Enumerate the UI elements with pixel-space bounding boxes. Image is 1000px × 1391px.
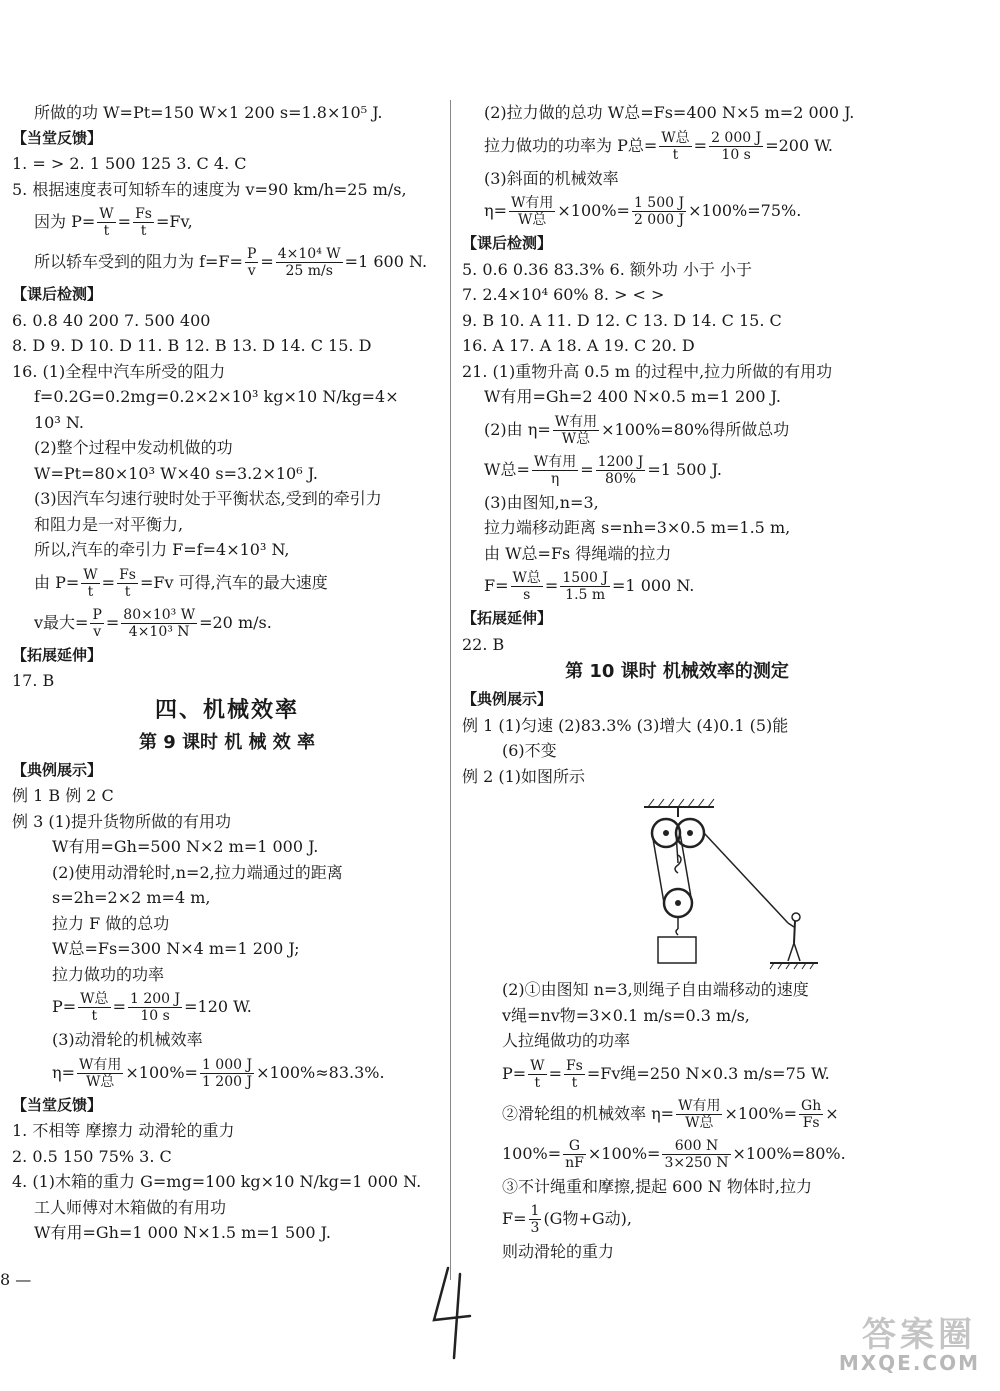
formula-line <box>462 1094 892 1134</box>
text-line: 拉力 F 做的总功 <box>52 913 170 933</box>
formula-line: F= $\frac{\text{W总}}{s}$ = $\frac{1500 J}{1.5 m}$ =1 000 N. <box>484 570 695 603</box>
text: v最大= <box>34 612 89 632</box>
fraction: $\frac{W}{t}$ <box>530 1057 545 1091</box>
text: η= <box>52 1062 75 1082</box>
section-heading: 【典例展示】 <box>462 690 553 708</box>
fraction: $\frac{P}{v}$ <box>92 606 102 640</box>
fraction: $\frac{P}{v}$ <box>246 246 257 279</box>
text: =1 500 J. <box>647 459 722 479</box>
section-heading: 【当堂反馈】 <box>12 1095 103 1114</box>
text-line: (2)整个过程中发动机做的功 <box>34 438 233 457</box>
chapter-title: 四、机械效率 <box>154 697 299 723</box>
answer-line: 8. D 9. D 10. D 11. B 12. B 13. D 14. C 15. D <box>12 336 372 355</box>
fraction: $\frac{\text{W总}}{t}$ <box>661 129 690 163</box>
section-heading: 【当堂反馈】 <box>12 128 103 147</box>
formula-line: 因为 P= $\frac{W}{t}$ = $\frac{Fs}{t}$ =Fv, <box>34 206 193 239</box>
text: =200 W. <box>765 135 833 155</box>
text: (G物+G动), <box>543 1209 632 1228</box>
text-line: ③不计绳重和摩擦,提起 600 N 物体时,拉力 <box>502 1176 812 1196</box>
fraction: $\frac{\text{W有用}}{\eta}$ <box>533 453 577 487</box>
text: =1 000 N. <box>612 576 695 595</box>
text-line: 由 W总=Fs 得绳端的拉力 <box>484 543 672 563</box>
text-line: (2)①由图知 n=3,则绳子自由端移动的速度 <box>502 980 809 999</box>
lesson-title: 第 10 课时 机械效率的测定 <box>565 661 789 682</box>
text: 拉力做功的功率为 P总= <box>484 135 658 155</box>
fraction: $\frac{1200 J}{80\%}$ <box>597 453 644 487</box>
answer-line: 9. B 10. A 11. D 12. C 13. D 14. C 15. C <box>462 310 782 330</box>
fraction: $\frac{\text{W总}}{t}$ <box>80 991 109 1024</box>
pulley-diagram <box>632 793 832 973</box>
text: (2)由 η= <box>484 419 551 439</box>
text-line: 工人师傅对木箱做的有用功 <box>34 1197 227 1217</box>
formula-line <box>462 410 892 450</box>
fraction: $\frac{\text{4×10⁴ W}}{25 m/s}$ <box>277 246 341 279</box>
answer-line: 例 1 (1)匀速 (2)83.3% (3)增大 (4)0.1 (5)能 <box>462 715 789 735</box>
text: ×100%=75%. <box>688 201 802 220</box>
fraction: $\frac{\text{W有用}}{\text{W总}}$ <box>678 1097 721 1131</box>
fraction: $\frac{\text{W有用}}{\text{W总}}$ <box>554 413 598 447</box>
answer-line: 22. B <box>462 634 505 654</box>
text-line: (2)拉力做的总功 W总=Fs=400 N×5 m=2 000 J. <box>484 103 855 122</box>
answer-line: 21. (1)重物升高 0.5 m 的过程中,拉力所做的有用功 <box>462 361 833 381</box>
fraction: $\frac{1 500 J}{2 000 J}$ <box>633 195 685 228</box>
answer-line: 例 2 (1)如图所示 <box>462 766 586 786</box>
fraction: $\frac{Fs}{t}$ <box>565 1057 583 1091</box>
text: ×100%=80%. <box>732 1143 846 1163</box>
answer-line: 例 3 (1)提升货物所做的有用功 <box>12 811 232 831</box>
answer-line: 17. B <box>12 671 55 690</box>
fraction: $\frac{1 200 J}{10 s}$ <box>129 991 181 1024</box>
text: ×100%= <box>125 1062 198 1082</box>
section-heading: 【拓展延伸】 <box>12 645 103 664</box>
text: =20 m/s. <box>199 612 272 632</box>
text: 因为 P= <box>34 212 96 231</box>
section-heading: 【典例展示】 <box>12 760 103 779</box>
text: × <box>825 1103 839 1123</box>
text-line: 所以,汽车的牵引力 F=f=4×10³ N, <box>34 540 290 559</box>
answer-line: 5. 0.6 0.36 83.3% 6. 额外功 小于 小于 <box>462 259 753 279</box>
text-line: W有用=Gh=1 000 N×1.5 m=1 500 J. <box>34 1223 331 1242</box>
answer-line: 4. (1)木箱的重力 G=mg=100 kg×10 N/kg=1 000 N. <box>12 1172 422 1191</box>
text: ×100%= <box>557 201 630 220</box>
text: P= <box>52 997 77 1016</box>
text-line: 则动滑轮的重力 <box>502 1242 615 1261</box>
formula-line <box>462 191 892 231</box>
left-column <box>12 100 442 1246</box>
text-line: W有用=Gh=500 N×2 m=1 000 J. <box>52 837 319 856</box>
fraction: $\frac{\text{W总}}{s}$ <box>512 570 541 603</box>
text: F= <box>502 1209 527 1228</box>
text: =120 W. <box>184 997 252 1016</box>
fraction: $\frac{W}{t}$ <box>99 206 114 239</box>
text-line: W总=Fs=300 N×4 m=1 200 J; <box>52 939 300 958</box>
answer-line: 16. (1)全程中汽车所受的阻力 <box>12 361 226 381</box>
text-line: 所做的功 W=Pt=150 W×1 200 s=1.8×10⁵ J. <box>34 103 383 122</box>
right-column <box>462 100 892 1265</box>
answer-line: 2. 0.5 150 75% 3. C <box>12 1146 172 1166</box>
watermark-url: MXQE.COM <box>838 1351 980 1375</box>
watermark <box>816 1305 986 1379</box>
answer-line: 5. 根据速度表可知轿车的速度为 v=90 km/h=25 m/s, <box>12 179 407 199</box>
fraction: $\frac{2 000 J}{10 s}$ <box>711 129 762 163</box>
answer-line: 1. 不相等 摩擦力 动滑轮的重力 <box>12 1121 235 1140</box>
text-line: (3)斜面的机械效率 <box>484 168 619 188</box>
text: =1 600 N. <box>344 252 428 271</box>
text-line: 拉力做功的功率 <box>52 964 165 984</box>
fraction: $\frac{\text{W有用}}{\text{W总}}$ <box>79 1056 122 1090</box>
watermark-logo: 答案圈 <box>862 1315 976 1355</box>
text: =Fv, <box>155 212 193 231</box>
text: =Fv绳=250 N×0.3 m/s=75 W. <box>586 1063 830 1083</box>
text-line: 人拉绳做功的功率 <box>502 1031 631 1050</box>
text: P= <box>502 1063 527 1083</box>
fraction: $\frac{Fs}{t}$ <box>119 566 136 600</box>
text: 所以轿车受到的阻力为 f=F= <box>34 252 243 271</box>
section-heading: 【课后检测】 <box>462 234 553 252</box>
text-line: W=Pt=80×10³ W×40 s=3.2×10⁶ J. <box>34 463 318 483</box>
fraction: $\frac{1}{3}$ <box>530 1203 540 1236</box>
text-line: (3)由图知,n=3, <box>484 492 599 512</box>
text-line: s=2h=2×2 m=4 m, <box>52 888 211 907</box>
column-divider <box>450 100 451 1280</box>
formula-line: 由 P= $\frac{W}{t}$ = $\frac{Fs}{t}$ =Fv 可得,汽车的最大速度 <box>34 566 328 600</box>
formula-line: W总= $\frac{\text{W有用}}{\eta}$ = $\frac{1200 J}{80\%}$ =1 500 J. <box>484 453 722 487</box>
formula-line: P= $\frac{\text{W总}}{t}$ = $\frac{1 200 J}{10 s}$ =120 W. <box>52 991 252 1024</box>
formula-line <box>462 1199 892 1239</box>
formula-line: P= $\frac{W}{t}$ = $\frac{Fs}{t}$ =Fv绳=250 N×0.3 m/s=75 W. <box>502 1057 830 1091</box>
text-line: W有用=Gh=2 400 N×0.5 m=1 200 J. <box>484 387 781 406</box>
formula-line: 所以轿车受到的阻力为 f=F= $\frac{P}{v}$ = $\frac{\text{4×10⁴ W}}{25 m/s}$ =1 600 N. <box>34 246 428 279</box>
text-line: 拉力端移动距离 s=nh=3×0.5 m=1.5 m, <box>484 518 791 537</box>
fraction: $\frac{G}{nF}$ <box>565 1137 584 1171</box>
text-line: f=0.2G=0.2mg=0.2×2×10³ kg×10 N/kg=4× <box>34 387 399 406</box>
formula-line: 拉力做功的功率为 P总= $\frac{\text{W总}}{t}$ = $\frac{2 000 J}{10 s}$ =200 W. <box>484 129 833 163</box>
text: =Fv 可得,汽车的最大速度 <box>139 572 328 592</box>
text: 100%= <box>502 1143 562 1163</box>
fraction: $\frac{\text{80×10³ W}}{\text{4×10³ N}}$ <box>123 606 196 640</box>
answer-line: 1. = > 2. 1 500 125 3. C 4. C <box>12 154 247 173</box>
text: ×100%≈83.3%. <box>256 1062 385 1082</box>
text: ×100%= <box>724 1103 798 1123</box>
text-line: (3)因汽车匀速行驶时处于平衡状态,受到的牵引力 <box>34 489 382 508</box>
fraction: $\frac{W}{t}$ <box>83 566 98 600</box>
text-line: v绳=nv物=3×0.1 m/s=0.3 m/s, <box>502 1005 750 1025</box>
formula-line <box>12 1053 442 1093</box>
text-line: (6)不变 <box>502 741 557 760</box>
fraction: $\frac{Gh}{Fs}$ <box>801 1097 822 1131</box>
text: ×100%=80%得所做总功 <box>601 419 790 439</box>
text: η= <box>484 201 507 220</box>
text-line: 10³ N. <box>34 412 84 432</box>
answer-line: 7. 2.4×10⁴ 60% 8. > < > <box>462 285 665 304</box>
fraction: $\frac{1500 J}{1.5 m}$ <box>562 570 609 603</box>
formula-line: v最大= $\frac{P}{v}$ = $\frac{\text{80×10³ W}}{\text{4×10³ N}}$ =20 m/s. <box>34 606 272 640</box>
lesson-title: 第 9 课时 机 械 效 率 <box>138 731 316 753</box>
fraction: $\frac{Fs}{t}$ <box>135 206 152 239</box>
text-line: (2)使用动滑轮时,n=2,拉力端通过的距离 <box>52 862 343 882</box>
page-number: 8 — <box>0 1270 32 1289</box>
fraction: $\frac{1 000 J}{1 200 J}$ <box>201 1056 253 1090</box>
section-heading: 【课后检测】 <box>12 285 103 303</box>
handwritten-four-icon <box>420 1262 480 1362</box>
text: ②滑轮组的机械效率 η= <box>502 1103 675 1123</box>
formula-line: 100%= $\frac{G}{nF}$ ×100%= $\frac{600 N}{3\times 250 N}$ ×100%=80%. <box>502 1137 846 1171</box>
answer-line: 6. 0.8 40 200 7. 500 400 <box>12 310 211 330</box>
text: 由 P= <box>34 572 80 592</box>
section-heading: 【拓展延伸】 <box>462 609 553 627</box>
answer-line: 16. A 17. A 18. A 19. C 20. D <box>462 336 695 355</box>
text-line: (3)动滑轮的机械效率 <box>52 1030 203 1049</box>
fraction: $\frac{600 N}{3\times 250 N}$ <box>664 1137 729 1171</box>
fraction: $\frac{\text{W有用}}{\text{W总}}$ <box>511 195 554 228</box>
text: W总= <box>484 459 530 479</box>
answer-line: 例 1 B 例 2 C <box>12 786 114 805</box>
text-line: 和阻力是一对平衡力, <box>34 514 184 534</box>
pulley-system-figure <box>632 793 832 973</box>
handwritten-mark <box>420 1262 480 1362</box>
text: F= <box>484 576 509 595</box>
